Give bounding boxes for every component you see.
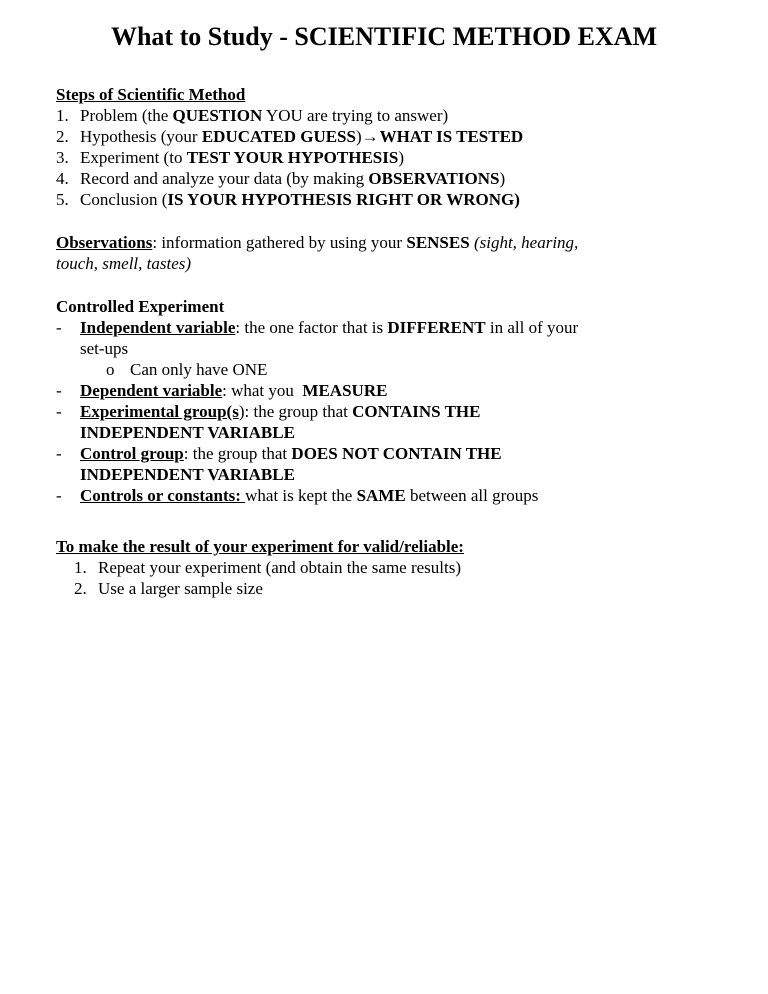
controlled-heading: Controlled Experiment (56, 297, 225, 316)
step-item: 4. Record and analyze your data (by making OBSERVATIONS) (56, 169, 506, 188)
arrow-right-icon: → (361, 127, 379, 146)
observations-term: Observations (56, 233, 153, 252)
list-item: - Control group: the group that DOES NOT CONTAIN THE (56, 444, 502, 463)
step-item: 3. Experiment (to TEST YOUR HYPOTHESIS) (56, 148, 404, 167)
controlled-experiment-section: Controlled Experiment - Independent variable: the one factor that is DIFFERENT in all of your set-ups o Can only have ONE - Dependent variable: what you MEASURE - Experimental group(s): the group that CONTAINS THE INDEPENDENT VARIABLE - Control group: the group that DOES NOT CONTAIN THE INDEPENDENT VARIABLE - Controls or constants: what is kept the SAME between all groups (56, 296, 716, 506)
validity-heading: To make the result of your experiment for valid/reliable: (56, 537, 464, 556)
list-item: - Dependent variable: what you MEASURE (56, 381, 388, 400)
sub-list-item: o Can only have ONE (106, 360, 268, 379)
list-item: - Experimental group(s): the group that CONTAINS THE (56, 402, 481, 421)
step-item: 2. Hypothesis (your EDUCATED GUESS)→ WHAT IS TESTED (56, 127, 524, 146)
list-item: - Independent variable: the one factor that is DIFFERENT in all of your (56, 318, 579, 337)
list-item: 2. Use a larger sample size (74, 579, 263, 598)
observations-section: Observations: information gathered by using your SENSES (sight, hearing, touch, smell, tastes) (56, 233, 579, 273)
validity-section (56, 536, 716, 599)
step-item: 1. Problem (the QUESTION YOU are trying to answer) (56, 106, 449, 125)
steps-section (56, 84, 716, 210)
page-title: What to Study - SCIENTIFIC METHOD EXAM (110, 22, 658, 51)
steps-heading: Steps of Scientific Method (56, 85, 246, 104)
list-item: - Controls or constants: what is kept the SAME between all groups (56, 486, 539, 505)
list-item: 1. Repeat your experiment (and obtain the same results) (74, 558, 462, 577)
step-item: 5. Conclusion (IS YOUR HYPOTHESIS RIGHT OR WRONG) (56, 190, 520, 209)
